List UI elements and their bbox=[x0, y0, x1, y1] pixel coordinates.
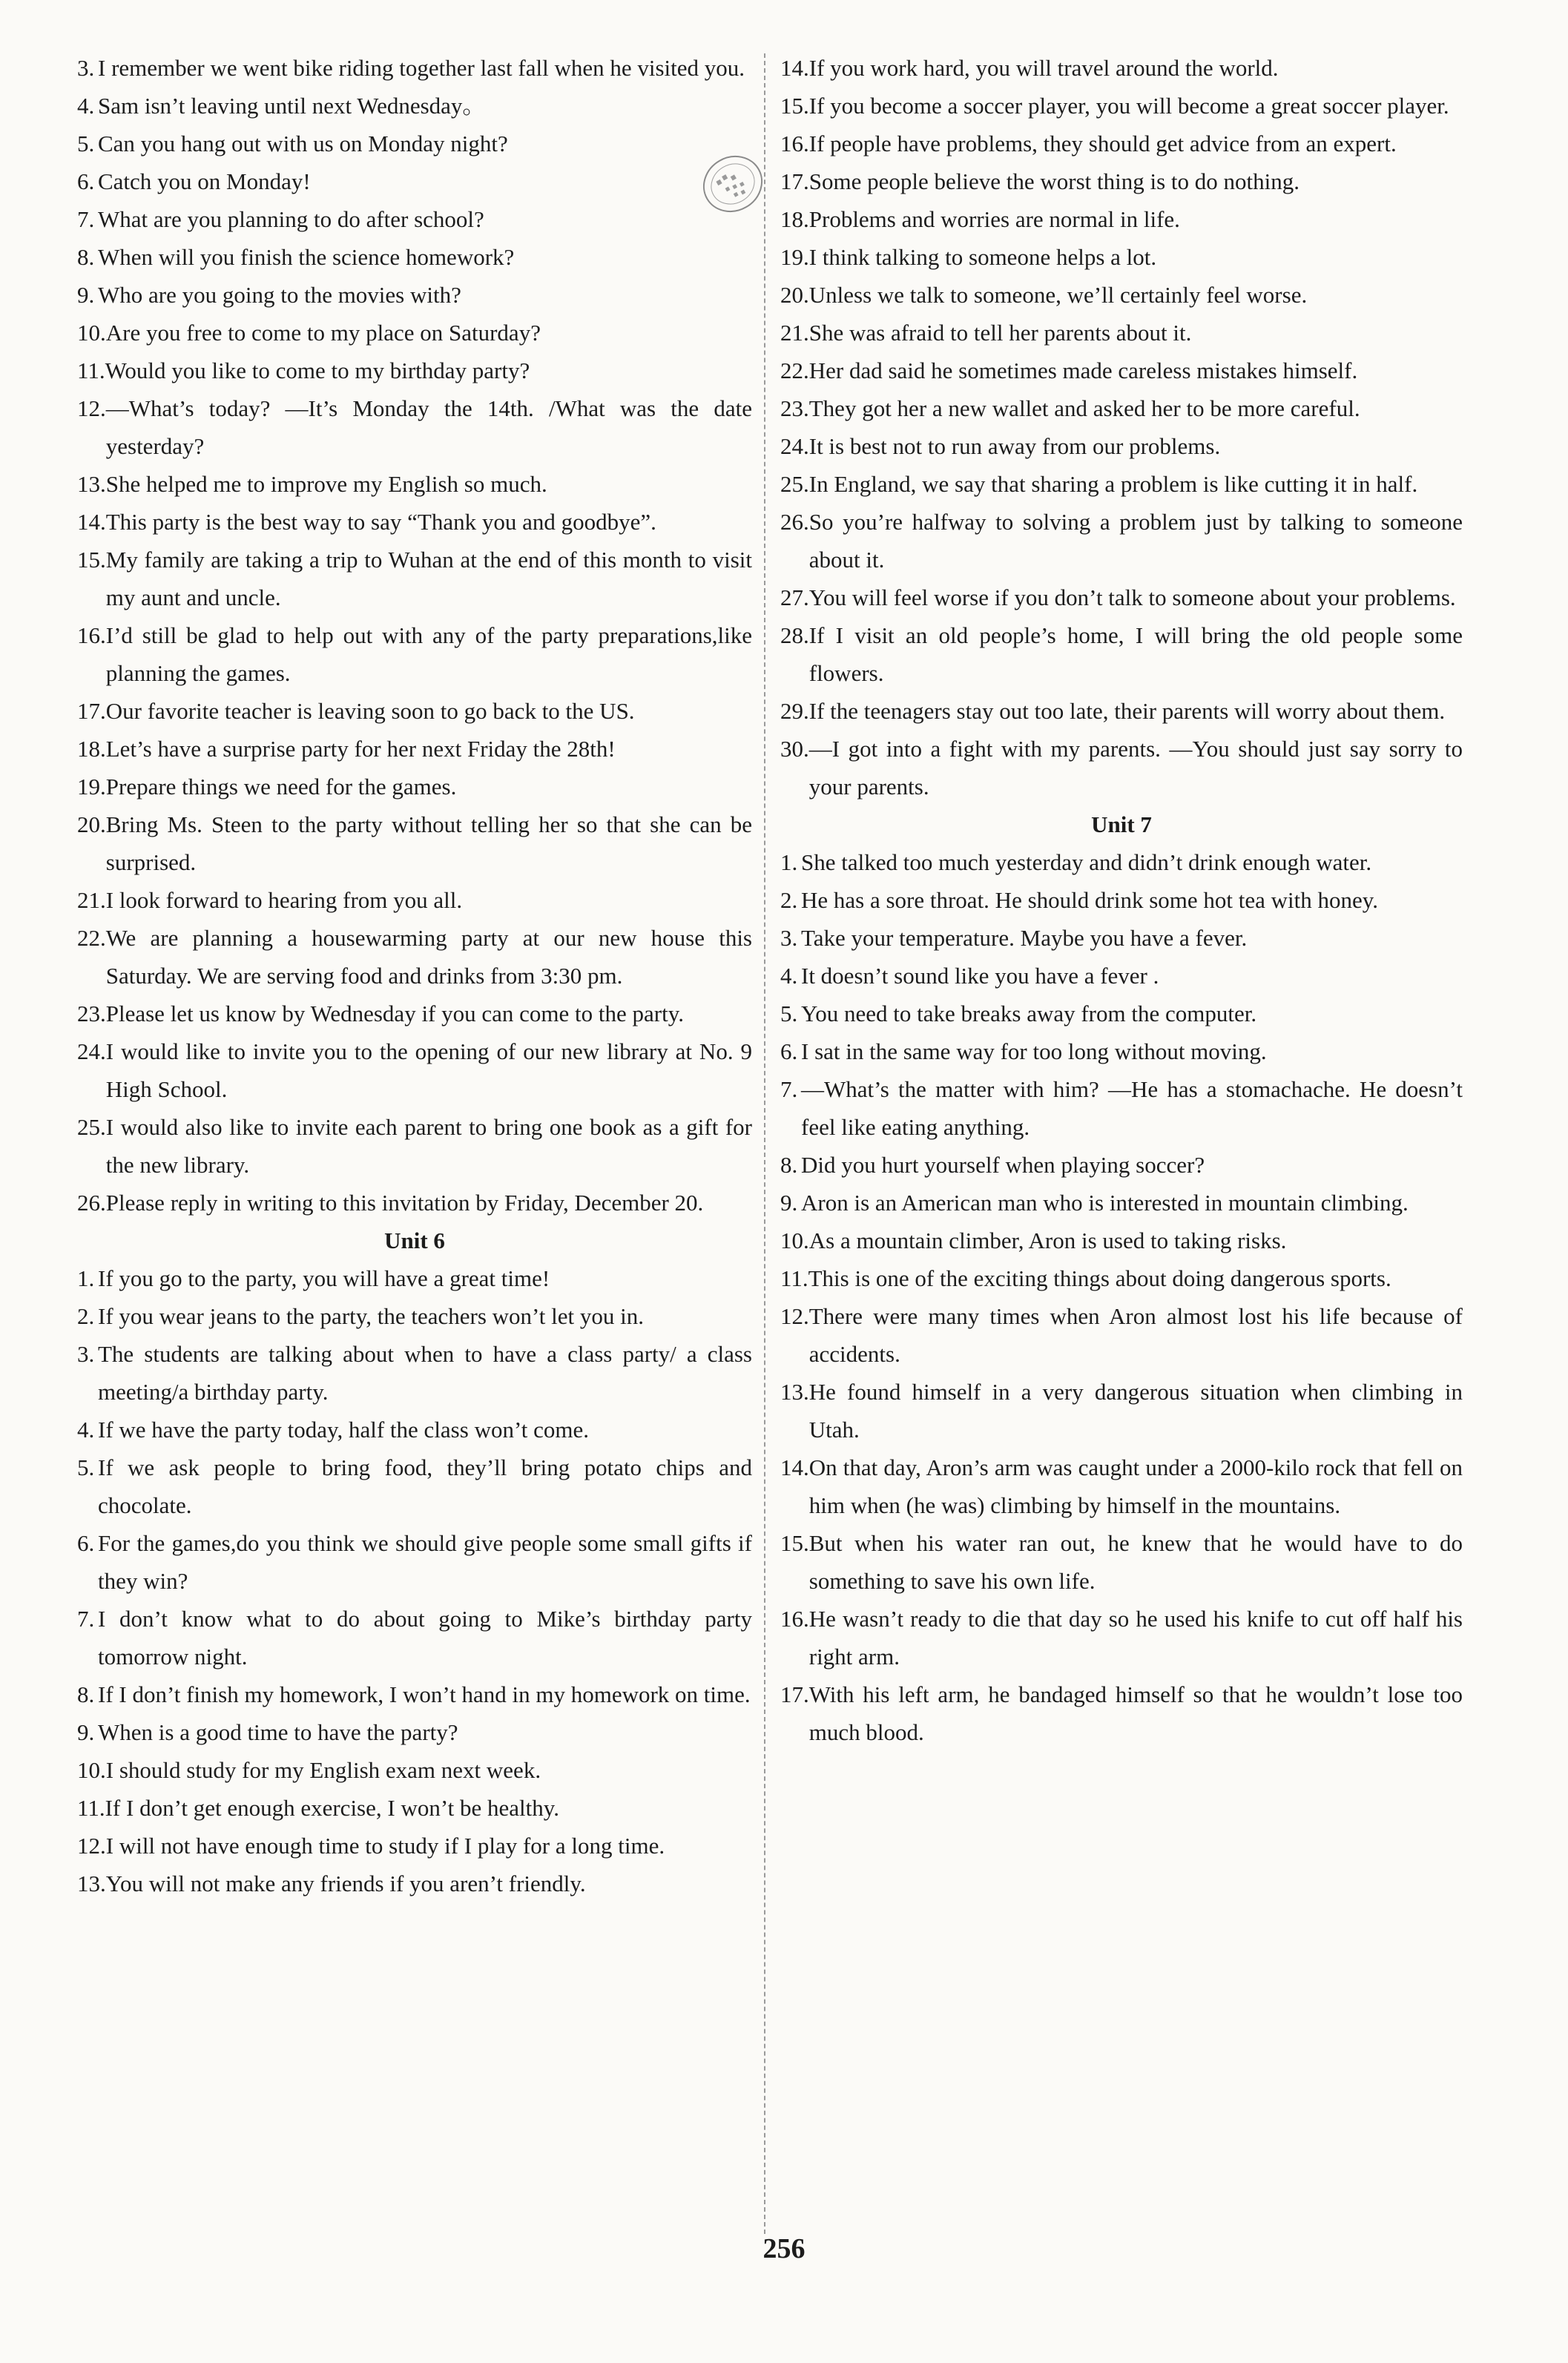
list-item bbox=[77, 1259, 752, 1297]
item-number: 22. bbox=[780, 357, 809, 383]
list-item bbox=[780, 125, 1463, 162]
item-text: You need to take breaks away from the computer. bbox=[801, 1001, 1257, 1026]
list-item bbox=[77, 881, 752, 919]
item-text: I don’t know what to do about going to Mike’s birthday party tomorrow night. bbox=[98, 1606, 752, 1670]
item-number: 9. bbox=[77, 1719, 95, 1745]
item-text: She talked too much yesterday and didn’t drink enough water. bbox=[801, 849, 1372, 875]
item-number: 6. bbox=[780, 1038, 798, 1064]
column-divider bbox=[764, 53, 765, 2234]
item-text: If I don’t finish my homework, I won’t hand in my homework on time. bbox=[98, 1681, 751, 1707]
list-item bbox=[77, 87, 752, 125]
page-number: 256 bbox=[762, 2233, 806, 2264]
item-text: So you’re halfway to solving a problem just by talking to someone about it. bbox=[808, 509, 1463, 573]
item-text: She helped me to improve my English so much. bbox=[105, 471, 547, 497]
list-item bbox=[780, 881, 1463, 919]
item-text: If we have the party today, half the class won’t come. bbox=[98, 1417, 589, 1443]
list-item bbox=[77, 1865, 752, 1902]
item-number: 2. bbox=[77, 1303, 95, 1329]
item-number: 18. bbox=[780, 206, 809, 232]
item-number: 7. bbox=[77, 206, 95, 232]
list-item bbox=[77, 503, 752, 541]
left-column bbox=[77, 49, 752, 1902]
item-text: If people have problems, they should get advice from an expert. bbox=[808, 131, 1397, 156]
item-text: We are planning a housewarming party at our new house this Saturday. We are serving food and drinks from 3:30 pm. bbox=[105, 925, 752, 989]
list-item bbox=[780, 1373, 1463, 1449]
item-number: 11. bbox=[77, 1795, 105, 1821]
list-item bbox=[780, 352, 1463, 389]
list-item bbox=[780, 1297, 1463, 1373]
list-item bbox=[780, 1600, 1463, 1675]
item-number: 14. bbox=[77, 509, 106, 535]
item-number: 25. bbox=[77, 1114, 106, 1140]
item-text: If you wear jeans to the party, the teachers won’t let you in. bbox=[98, 1303, 645, 1329]
list-item bbox=[780, 1222, 1463, 1259]
item-number: 16. bbox=[77, 622, 106, 648]
list-item bbox=[780, 692, 1463, 730]
item-number: 14. bbox=[780, 55, 809, 81]
item-text: I should study for my English exam next week. bbox=[105, 1757, 541, 1783]
item-text: He found himself in a very dangerous situation when climbing in Utah. bbox=[808, 1379, 1463, 1443]
item-number: 19. bbox=[77, 774, 106, 800]
list-item bbox=[780, 1524, 1463, 1600]
item-number: 13. bbox=[77, 471, 106, 497]
item-text: When is a good time to have the party? bbox=[98, 1719, 458, 1745]
item-text: If I visit an old people’s home, I will bring the old people some flowers. bbox=[808, 622, 1463, 686]
list-item bbox=[77, 1713, 752, 1751]
item-number: 9. bbox=[77, 282, 95, 308]
item-text: She was afraid to tell her parents about it. bbox=[808, 320, 1192, 346]
right-column bbox=[780, 49, 1463, 1751]
stamp-icon bbox=[697, 148, 768, 220]
list-item bbox=[780, 995, 1463, 1032]
item-text: This is one of the exciting things about doing dangerous sports. bbox=[808, 1265, 1391, 1291]
item-number: 14. bbox=[780, 1454, 809, 1480]
list-item bbox=[780, 314, 1463, 352]
item-number: 8. bbox=[77, 1681, 95, 1707]
list-item bbox=[780, 579, 1463, 616]
list-item bbox=[780, 162, 1463, 200]
item-text: Her dad said he sometimes made careless mistakes himself. bbox=[808, 357, 1358, 383]
item-text: If you go to the party, you will have a great time! bbox=[98, 1265, 550, 1291]
item-number: 3. bbox=[77, 1341, 95, 1367]
list-item bbox=[77, 995, 752, 1032]
item-number: 5. bbox=[77, 131, 95, 156]
item-text: The students are talking about when to have a class party/ a class meeting/a birthday party. bbox=[98, 1341, 752, 1405]
item-number: 5. bbox=[77, 1454, 95, 1480]
list-item bbox=[780, 49, 1463, 87]
list-item bbox=[780, 1070, 1463, 1146]
item-number: 4. bbox=[780, 963, 798, 989]
item-number: 15. bbox=[77, 547, 106, 573]
item-number: 23. bbox=[77, 1001, 106, 1026]
item-text: I’d still be glad to help out with any of the party preparations,like planning the games. bbox=[105, 622, 752, 686]
item-text: He wasn’t ready to die that day so he used his knife to cut off half his right arm. bbox=[808, 1606, 1463, 1670]
item-number: 11. bbox=[780, 1265, 808, 1291]
list-item bbox=[77, 389, 752, 465]
item-text: Some people believe the worst thing is to do nothing. bbox=[808, 168, 1299, 194]
item-number: 8. bbox=[780, 1152, 798, 1178]
item-text: This party is the best way to say “Thank you and goodbye”. bbox=[105, 509, 656, 535]
list-item bbox=[77, 692, 752, 730]
list-item bbox=[77, 314, 752, 352]
item-number: 28. bbox=[780, 622, 809, 648]
list-item bbox=[780, 389, 1463, 427]
list-item bbox=[77, 238, 752, 276]
item-text: Bring Ms. Steen to the party without telling her so that she can be surprised. bbox=[105, 811, 752, 875]
item-text: If the teenagers stay out too late, their parents will worry about them. bbox=[808, 698, 1446, 724]
list-item bbox=[77, 1449, 752, 1524]
list-item bbox=[780, 276, 1463, 314]
list-item bbox=[77, 616, 752, 692]
item-number: 29. bbox=[780, 698, 809, 724]
item-number: 26. bbox=[77, 1190, 106, 1216]
item-number: 1. bbox=[780, 849, 798, 875]
item-text: Problems and worries are normal in life. bbox=[808, 206, 1180, 232]
list-item bbox=[780, 427, 1463, 465]
list-item bbox=[77, 465, 752, 503]
item-number: 11. bbox=[77, 357, 105, 383]
list-item bbox=[77, 541, 752, 616]
item-text: Sam isn’t leaving until next Wednesday。 bbox=[98, 93, 486, 119]
unit-7-heading: Unit 7 bbox=[1091, 811, 1152, 837]
item-number: 19. bbox=[780, 244, 809, 270]
item-number: 6. bbox=[77, 1530, 95, 1556]
item-number: 16. bbox=[780, 131, 809, 156]
item-number: 6. bbox=[77, 168, 95, 194]
item-text: It doesn’t sound like you have a fever . bbox=[801, 963, 1159, 989]
list-item bbox=[780, 730, 1463, 805]
list-item bbox=[77, 1827, 752, 1865]
item-number: 21. bbox=[780, 320, 809, 346]
list-item bbox=[77, 1335, 752, 1411]
item-text: Please let us know by Wednesday if you can come to the party. bbox=[105, 1001, 684, 1026]
item-number: 23. bbox=[780, 395, 809, 421]
item-text: I will not have enough time to study if I play for a long time. bbox=[105, 1833, 665, 1859]
list-item bbox=[780, 238, 1463, 276]
list-item bbox=[77, 1411, 752, 1449]
list-item bbox=[77, 768, 752, 805]
list-item bbox=[780, 1032, 1463, 1070]
item-number: 16. bbox=[780, 1606, 809, 1632]
item-number: 17. bbox=[780, 1681, 809, 1707]
item-text: It is best not to run away from our problems. bbox=[808, 433, 1221, 459]
list-item bbox=[780, 87, 1463, 125]
item-text: I would like to invite you to the opening of our new library at No. 9 High School. bbox=[105, 1038, 752, 1102]
item-text: Aron is an American man who is interested in mountain climbing. bbox=[801, 1190, 1409, 1216]
sentence-list-unit-6 bbox=[77, 1259, 752, 1902]
item-text: If we ask people to bring food, they’ll bring potato chips and chocolate. bbox=[98, 1454, 752, 1518]
item-number: 7. bbox=[780, 1076, 798, 1102]
item-number: 20. bbox=[77, 811, 106, 837]
item-text: If you become a soccer player, you will become a great soccer player. bbox=[808, 93, 1449, 119]
item-number: 17. bbox=[77, 698, 106, 724]
item-number: 12. bbox=[77, 1833, 106, 1859]
item-number: 12. bbox=[780, 1303, 809, 1329]
list-item bbox=[77, 125, 752, 162]
item-number: 1. bbox=[77, 1265, 95, 1291]
list-item bbox=[77, 1751, 752, 1789]
item-number: 8. bbox=[77, 244, 95, 270]
item-text: —I got into a fight with my parents. —You should just say sorry to your parents. bbox=[808, 736, 1463, 800]
item-text: Did you hurt yourself when playing soccer? bbox=[801, 1152, 1205, 1178]
item-text: He has a sore throat. He should drink some hot tea with honey. bbox=[801, 887, 1378, 913]
item-text: —What’s today? —It’s Monday the 14th. /What was the date yesterday? bbox=[105, 395, 752, 459]
list-item bbox=[780, 465, 1463, 503]
item-number: 24. bbox=[780, 433, 809, 459]
list-item bbox=[77, 1789, 752, 1827]
item-text: I look forward to hearing from you all. bbox=[105, 887, 463, 913]
item-number: 13. bbox=[780, 1379, 809, 1405]
sentence-list-unit-7 bbox=[780, 843, 1463, 1751]
list-item bbox=[77, 919, 752, 995]
item-text: Are you free to come to my place on Saturday? bbox=[105, 320, 541, 346]
item-text: There were many times when Aron almost lost his life because of accidents. bbox=[808, 1303, 1463, 1367]
list-item bbox=[77, 49, 752, 87]
list-item bbox=[77, 352, 752, 389]
item-text: What are you planning to do after school? bbox=[98, 206, 484, 232]
item-number: 24. bbox=[77, 1038, 106, 1064]
item-number: 13. bbox=[77, 1871, 106, 1896]
list-item bbox=[780, 1184, 1463, 1222]
item-text: As a mountain climber, Aron is used to taking risks. bbox=[808, 1227, 1287, 1253]
item-number: 15. bbox=[780, 1530, 809, 1556]
list-item bbox=[780, 200, 1463, 238]
item-number: 26. bbox=[780, 509, 809, 535]
list-item bbox=[780, 616, 1463, 692]
item-text: With his left arm, he bandaged himself so that he wouldn’t lose too much blood. bbox=[808, 1681, 1463, 1745]
item-text: But when his water ran out, he knew that he would have to do something to save his own life. bbox=[808, 1530, 1463, 1594]
item-number: 10. bbox=[77, 1757, 106, 1783]
item-text: Please reply in writing to this invitation by Friday, December 20. bbox=[105, 1190, 704, 1216]
item-text: Unless we talk to someone, we’ll certainly feel worse. bbox=[808, 282, 1308, 308]
item-number: 10. bbox=[780, 1227, 809, 1253]
list-item bbox=[780, 957, 1463, 995]
item-text: When will you finish the science homework? bbox=[98, 244, 515, 270]
item-text: Take your temperature. Maybe you have a fever. bbox=[801, 925, 1248, 951]
list-item bbox=[77, 200, 752, 238]
item-number: 9. bbox=[780, 1190, 798, 1216]
item-text: You will feel worse if you don’t talk to someone about your problems. bbox=[808, 584, 1456, 610]
list-item bbox=[780, 1146, 1463, 1184]
sentence-list-left-top bbox=[77, 49, 752, 1222]
list-item bbox=[77, 1184, 752, 1222]
item-text: Who are you going to the movies with? bbox=[98, 282, 461, 308]
unit-6-heading: Unit 6 bbox=[384, 1227, 445, 1253]
item-text: Can you hang out with us on Monday night? bbox=[98, 131, 508, 156]
item-number: 10. bbox=[77, 320, 106, 346]
list-item bbox=[77, 730, 752, 768]
item-number: 18. bbox=[77, 736, 106, 762]
list-item bbox=[77, 805, 752, 881]
item-text: Let’s have a surprise party for her next Friday the 28th! bbox=[105, 736, 616, 762]
item-text: They got her a new wallet and asked her to be more careful. bbox=[808, 395, 1360, 421]
item-text: Prepare things we need for the games. bbox=[105, 774, 457, 800]
item-text: My family are taking a trip to Wuhan at the end of this month to visit my aunt and uncle. bbox=[105, 547, 752, 610]
list-item bbox=[77, 1108, 752, 1184]
item-number: 3. bbox=[780, 925, 798, 951]
item-number: 25. bbox=[780, 471, 809, 497]
item-number: 20. bbox=[780, 282, 809, 308]
list-item bbox=[780, 1675, 1463, 1751]
list-item bbox=[780, 919, 1463, 957]
item-text: I would also like to invite each parent to bring one book as a gift for the new library. bbox=[105, 1114, 752, 1178]
item-text: Would you like to come to my birthday party? bbox=[105, 357, 530, 383]
item-number: 2. bbox=[780, 887, 798, 913]
item-text: For the games,do you think we should give people some small gifts if they win? bbox=[98, 1530, 752, 1594]
list-item bbox=[77, 162, 752, 200]
list-item bbox=[77, 1032, 752, 1108]
sentence-list-unit-6-continued bbox=[780, 49, 1463, 805]
list-item bbox=[780, 1449, 1463, 1524]
list-item bbox=[780, 503, 1463, 579]
list-item bbox=[77, 276, 752, 314]
item-number: 5. bbox=[780, 1001, 798, 1026]
item-number: 4. bbox=[77, 93, 95, 119]
item-number: 21. bbox=[77, 887, 106, 913]
list-item bbox=[780, 843, 1463, 881]
item-number: 27. bbox=[780, 584, 809, 610]
item-text: Our favorite teacher is leaving soon to go back to the US. bbox=[105, 698, 635, 724]
list-item bbox=[780, 1259, 1463, 1297]
item-text: If you work hard, you will travel around the world. bbox=[808, 55, 1279, 81]
item-number: 7. bbox=[77, 1606, 95, 1632]
item-text: You will not make any friends if you aren’t friendly. bbox=[105, 1871, 586, 1896]
item-text: In England, we say that sharing a problem is like cutting it in half. bbox=[808, 471, 1418, 497]
item-text: If I don’t get enough exercise, I won’t be healthy. bbox=[105, 1795, 559, 1821]
item-number: 17. bbox=[780, 168, 809, 194]
item-number: 15. bbox=[780, 93, 809, 119]
item-number: 30. bbox=[780, 736, 809, 762]
item-number: 3. bbox=[77, 55, 95, 81]
list-item bbox=[77, 1524, 752, 1600]
item-text: I think talking to someone helps a lot. bbox=[808, 244, 1157, 270]
item-text: Catch you on Monday! bbox=[98, 168, 311, 194]
item-number: 12. bbox=[77, 395, 106, 421]
item-text: I sat in the same way for too long without moving. bbox=[801, 1038, 1267, 1064]
item-text: I remember we went bike riding together last fall when he visited you. bbox=[98, 55, 745, 81]
item-text: On that day, Aron’s arm was caught under a 2000-kilo rock that fell on him when (he was) climbing by himself in the mountains. bbox=[808, 1454, 1463, 1518]
item-text: —What’s the matter with him? —He has a stomachache. He doesn’t feel like eating anything. bbox=[801, 1076, 1463, 1140]
list-item bbox=[77, 1297, 752, 1335]
item-number: 4. bbox=[77, 1417, 95, 1443]
item-number: 22. bbox=[77, 925, 106, 951]
list-item bbox=[77, 1675, 752, 1713]
list-item bbox=[77, 1600, 752, 1675]
